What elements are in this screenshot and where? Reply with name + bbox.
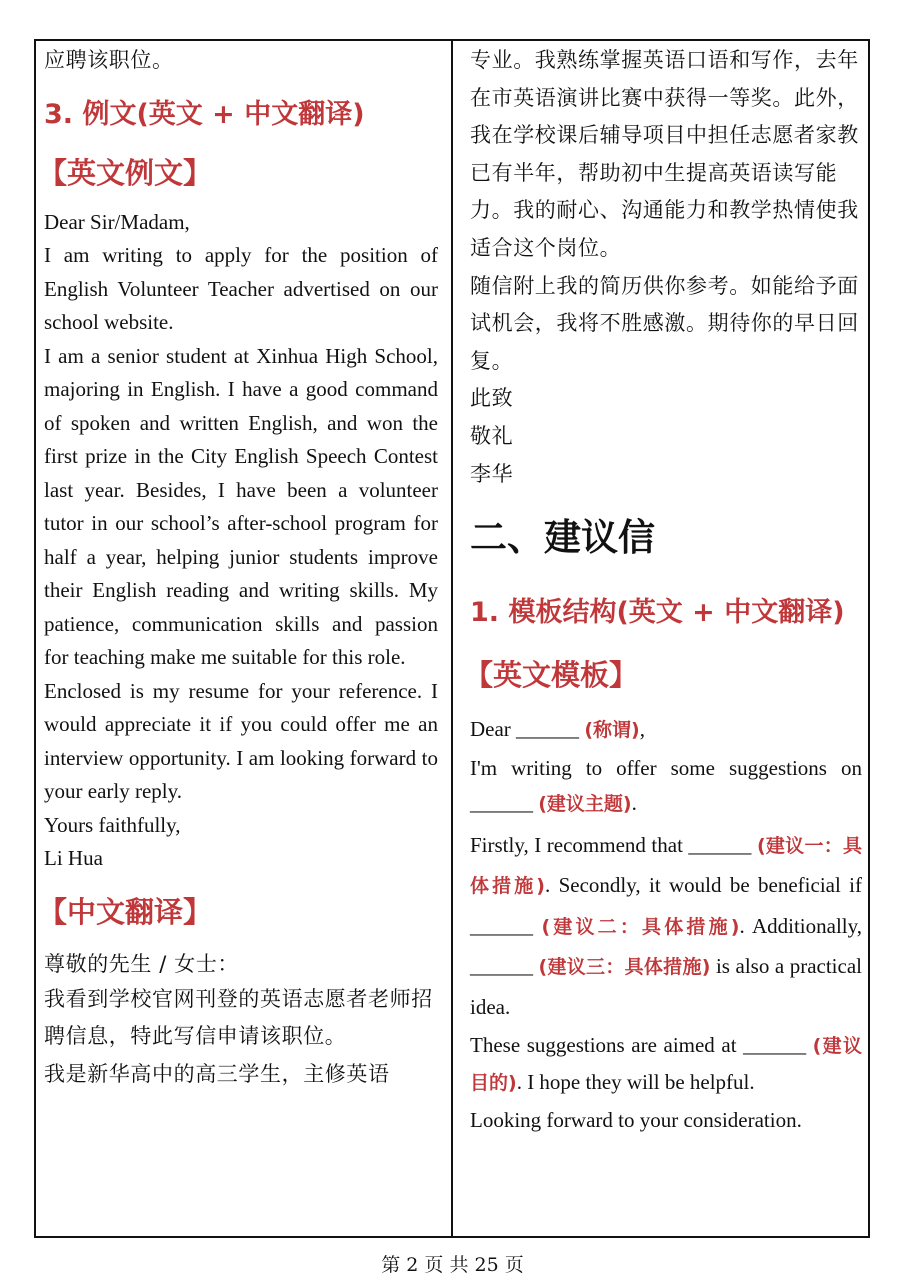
english-sample-letter xyxy=(44,206,438,876)
letter-paragraph: I am a senior student at Xinhua High School, majoring in English. I have a good command of spoken and written English, and won the first prize in the City English Speech Contest last year. Besides, I have been a volunteer tutor in our school’s after-school program for half a year, helping junior students improve their English reading and writing skills. My patience, communication skills and passion for teaching make me suitable for this role. xyxy=(44,343,438,670)
section-heading-sample: 3. 例文(英文 + 中文翻译) xyxy=(44,98,365,130)
placeholder-hint: (建议三：具体措施) xyxy=(538,956,711,979)
chinese-translation-heading: 【中文翻译】 xyxy=(38,894,213,929)
template-salutation: Dear ______ (称谓), xyxy=(470,717,645,742)
translation-signature: 李华 xyxy=(470,461,514,486)
chinese-translation-letter xyxy=(44,947,438,1094)
intro-tail: 应聘该职位。 xyxy=(44,48,174,72)
letter-closing: Yours faithfully, xyxy=(44,812,181,837)
english-sample-heading: 【英文例文】 xyxy=(38,155,213,190)
placeholder-hint: (建议一：具体措施) xyxy=(470,834,862,898)
column-divider xyxy=(451,39,453,1238)
translation-paragraph: 专业。我熟练掌握英语口语和写作，去年在市英语演讲比赛中获得一等奖。此外，我在学校课后辅导项目中担任志愿者家教已有半年，帮助初中生提高英语读写能力。我的耐心、沟通能力和教学热情使我适合这个岗位。 xyxy=(470,48,859,260)
left-column xyxy=(38,42,438,1093)
english-template-heading: 【英文模板】 xyxy=(464,658,639,693)
placeholder-hint: (建议主题) xyxy=(538,792,632,815)
translation-closing: 此致 xyxy=(470,386,514,411)
template-closing: Looking forward to your consideration. xyxy=(470,1108,802,1133)
translation-paragraph: 我看到学校官网刊登的英语志愿者老师招聘信息，特此写信申请该职位。 xyxy=(44,986,433,1049)
template-paragraph: These suggestions are aimed at ______ (建议目的). I hope they will be helpful. xyxy=(470,1033,862,1095)
letter-signature: Li Hua xyxy=(44,846,103,871)
page-number-footer: 第 2 页 共 25 页 xyxy=(381,1254,524,1276)
translation-salutation: 尊敬的先生 / 女士： xyxy=(44,951,240,976)
translation-paragraph: 随信附上我的简历供你参考。如能给予面试机会，我将不胜感激。期待你的早日回复。 xyxy=(470,273,859,373)
chapter-heading: 二、建议信 xyxy=(470,516,655,560)
letter-salutation: Dear Sir/Madam, xyxy=(44,209,190,234)
right-column xyxy=(464,42,863,1141)
english-template xyxy=(470,710,862,1141)
letter-paragraph: I am writing to apply for the position of English Volunteer Teacher advertised on our school website. xyxy=(44,243,438,335)
chinese-translation-continued xyxy=(470,42,862,493)
placeholder-hint: (建议目的) xyxy=(470,1035,862,1095)
template-paragraph: I'm writing to offer some suggestions on ______ (建议主题). xyxy=(470,755,862,815)
letter-paragraph: Enclosed is my resume for your reference. I would appreciate it if you could offer me an interview opportunity. I am looking forward to your early reply. xyxy=(44,678,438,804)
template-paragraph: Firstly, I recommend that ______ (建议一：具体措施). Secondly, it would be beneficial if ______ (建议二：具体措施). Additionally, ______ (建议三：具体措施) is also a practical idea. xyxy=(470,832,863,1019)
placeholder-hint: (建议二：具体措施) xyxy=(541,915,740,938)
placeholder-hint: (称谓) xyxy=(584,719,640,742)
section-heading-template: 1. 模板结构(英文 + 中文翻译) xyxy=(470,597,845,629)
translation-regards: 敬礼 xyxy=(470,423,514,448)
translation-paragraph: 我是新华高中的高三学生，主修英语 xyxy=(44,1061,390,1086)
